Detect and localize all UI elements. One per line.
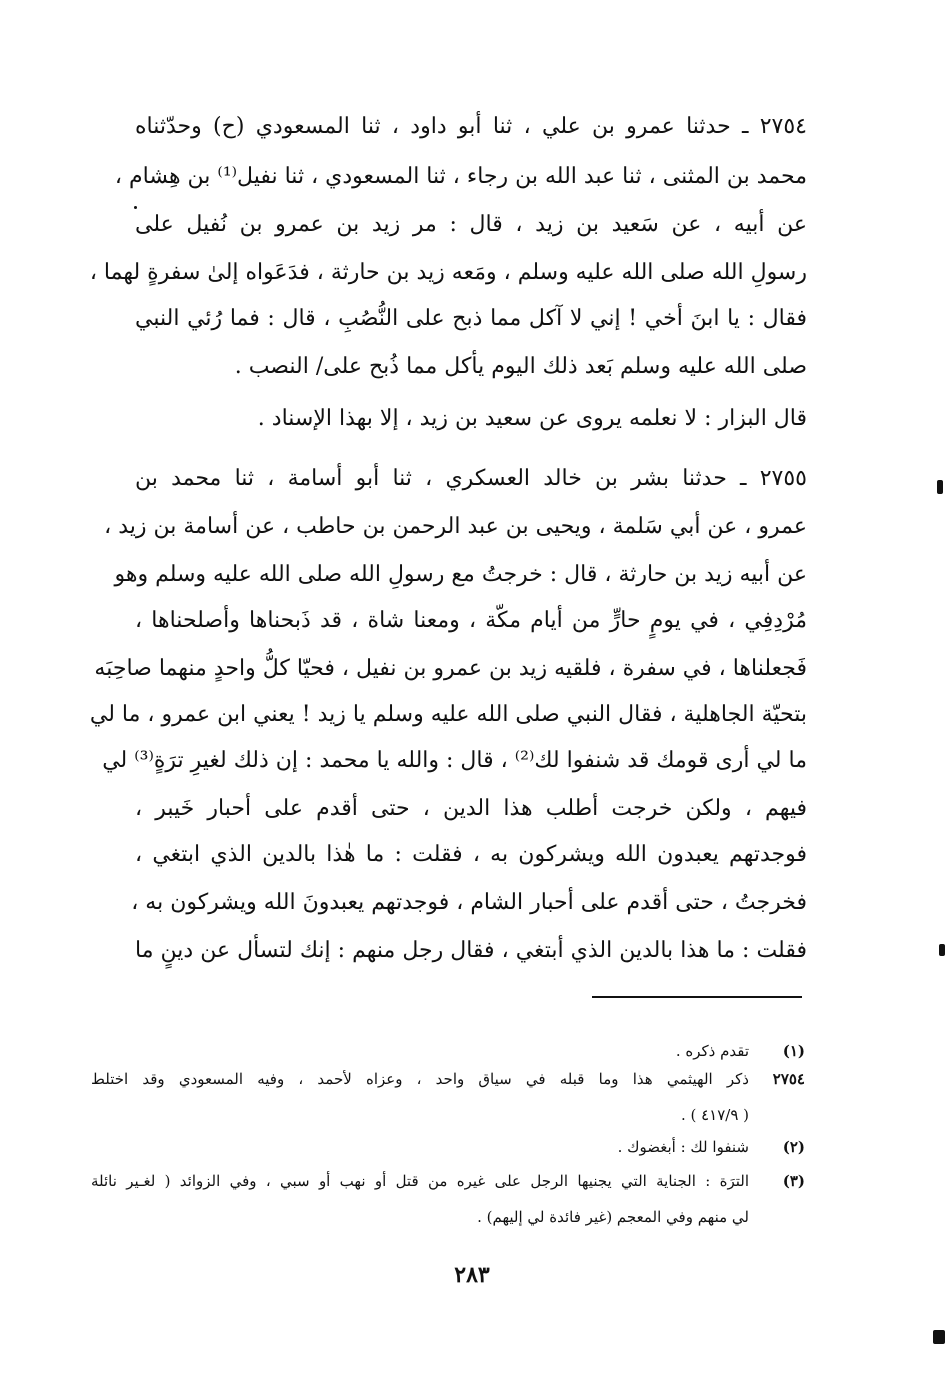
- footnote-ref-text-line-1: ذكر الهيثمي هذا وما قبله في سياق واحد ، وعزاه لأحمد ، وفيه المسعودي وقد اختلط: [91, 1070, 749, 1088]
- scan-margin-mark: [937, 480, 943, 494]
- hadith-2754-line-1: ٢٧٥٤ ـ حدثنا عمرو بن علي ، ثنا أبو داود ، ثنا المسعودي (ح) وحدّثناه: [135, 114, 807, 139]
- footnote-3-text-line-1: الترَة : الجناية التي يجنيها الرجل على غيره من قتل أو نهب أو سبي ، وفي الزوائد ( لغـير نائلة: [91, 1172, 749, 1190]
- footnote-2-text: شنفوا لك : أبغضوك .: [617, 1138, 749, 1156]
- footnote-3-text-line-2: لي منهم وفي المعجم (غير فائدة لي إليهم) .: [477, 1208, 749, 1226]
- hadith-2755-line-6: بتحيّة الجاهلية ، فقال النبي صلى الله عليه وسلم يا زيد ! يعني ابن عمرو ، ما لي: [89, 702, 807, 727]
- hadith-2754-line-4: رسولِ الله صلى الله عليه وسلم ، ومَعه زيد بن حارثة ، فدَعَواه إلىٰ سفرةٍ لهما ،: [89, 260, 807, 285]
- hadith-2755-line-1: ٢٧٥٥ ـ حدثنا بشر بن خالد العسكري ، ثنا أبو أسامة ، ثنا محمد بن: [135, 466, 807, 491]
- scan-speck: [134, 206, 137, 209]
- hadith-2754-line-6: صلى الله عليه وسلم بَعد ذلك اليوم يأكل مما ذُبح على/ النصب .: [234, 354, 807, 379]
- hadith-2755-line-2: عمرو ، عن أبي سَلمة ، ويحيى بن عبد الرحمن بن حاطب ، عن أسامة بن زيد ،: [104, 514, 807, 539]
- page-number: ٢٨٣: [454, 1262, 490, 1288]
- bazzar-note: قال البزار : لا نعلمه يروى عن سعيد بن زيد ، إلا بهذا الإسناد .: [257, 406, 807, 431]
- hadith-2754-line-2: محمد بن المثنى ، ثنا عبد الله بن رجاء ، ثنا المسعودي ، ثنا نفيل⁽¹⁾ بن هِشام ،: [114, 164, 807, 189]
- footnote-ref-text-line-2: ( ٤١٧/٩ ) .: [680, 1106, 749, 1124]
- hadith-2755-line-9: فوجدتهم يعبدون الله ويشركون به ، فقلت : ما هٰذا بالدين الذي ابتغي ،: [135, 842, 807, 867]
- scan-margin-mark: [939, 944, 945, 956]
- hadith-2755-line-4: مُرْدِفِي ، في يومٍ حارٍّ من أيام مكّة ، ومعنا شاة ، قد ذَبحناها وأصلحناها ،: [135, 608, 807, 633]
- footnote-ref-marker: ٢٧٥٤: [772, 1070, 805, 1088]
- scan-margin-mark: [933, 1330, 945, 1344]
- hadith-2755-line-8: فيهم ، ولكن خرجت أطلب هذا الدين ، حتى أقدم على أحبار خَيبر ،: [135, 796, 807, 821]
- hadith-2755-line-7: ما لي أرى قومك قد شنفوا لك⁽²⁾ ، قال : والله يا محمد : إن ذلك لغيرِ ترَةٍ⁽³⁾ لي: [102, 748, 807, 773]
- footnote-2-marker: (٢): [782, 1138, 805, 1156]
- footnote-separator: [592, 996, 802, 998]
- footnote-3-marker: (٣): [782, 1172, 805, 1190]
- hadith-2754-line-5: فقال : يا ابنَ أخي ! إني لا آكل مما ذبح على النُّصُبِ ، قال : فما رُئي النبي: [135, 306, 807, 331]
- hadith-2755-line-10: فخرجتُ ، حتى أقدم على أحبار الشام ، فوجدتهم يعبدونَ الله ويشركون به ،: [131, 890, 807, 915]
- hadith-2755-line-11: فقلت : ما هذا بالدين الذي أبتغي ، فقال رجل منهم : إنك لتسأل عن دينٍ ما: [135, 938, 807, 963]
- hadith-2754-line-3: عن أبيه ، عن سَعيد بن زيد ، قال : مر زيد بن عمرو بن نُفيل على: [135, 212, 807, 237]
- footnote-1-text: تقدم ذكره .: [675, 1042, 749, 1060]
- hadith-2755-line-5: فَجعلناها ، في سفرة ، فلقيه زيد بن عمرو بن نفيل ، فحيّا كلُّ واحدٍ منهما صاحِبَه: [94, 656, 807, 681]
- hadith-2755-line-3: عن أبيه زيد بن حارثة ، قال : خرجتُ مع رسولِ الله صلى الله عليه وسلم وهو: [114, 562, 807, 587]
- footnote-1-marker: (١): [782, 1042, 805, 1060]
